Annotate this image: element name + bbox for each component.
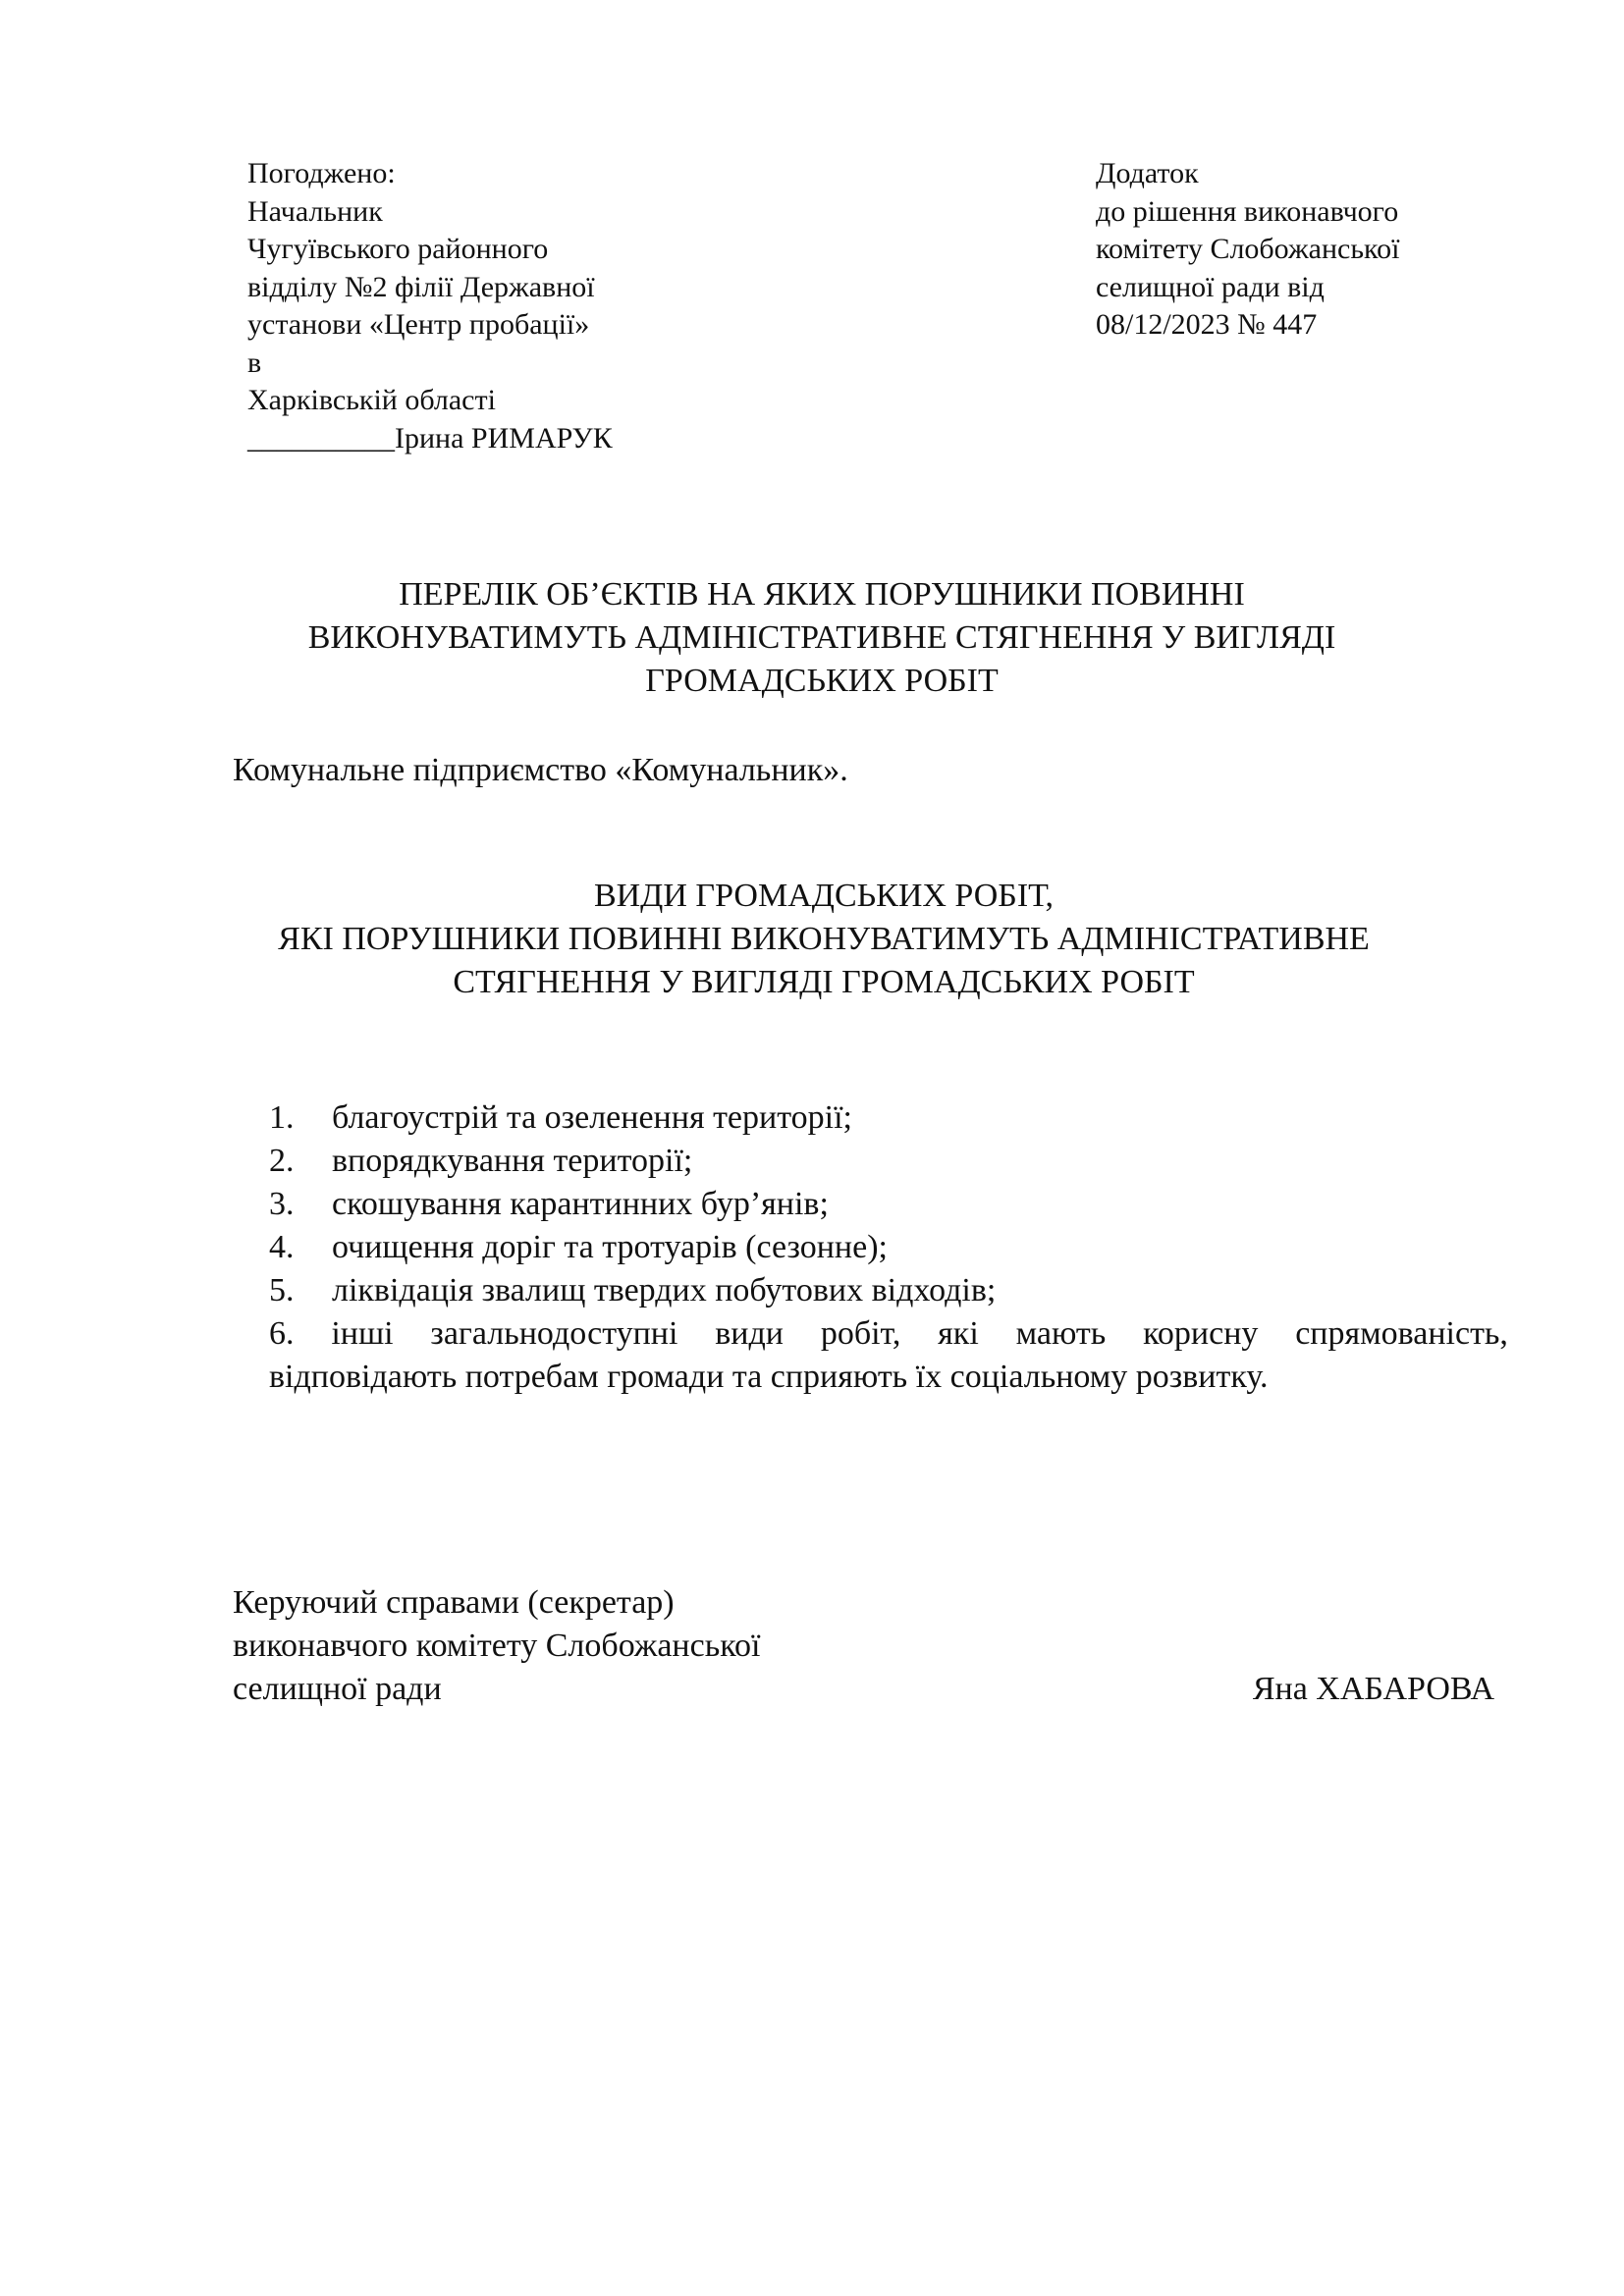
list-item-number: 2. [269,1143,295,1179]
list-item-number: 5. [269,1272,295,1308]
title-line: ВИДИ ГРОМАДСЬКИХ РОБІТ, [593,878,1055,914]
list-item [269,1269,1508,1312]
list-item-number: 4. [269,1229,295,1265]
list-item-second-line: відповідають потребам громади та сприяють їх соціальному розвитку. [269,1359,1269,1395]
approval-line: в [247,346,262,379]
title-line: ЯКІ ПОРУШНИКИ ПОВИННІ ВИКОНУВАТИМУТЬ АДМІНІСТРАТИВНЕ [278,921,1370,957]
approval-line: Начальник [247,194,383,228]
signatory-position-line: виконавчого комітету Слобожанської [233,1628,761,1664]
title-line: СТЯГНЕННЯ У ВИГЛЯДІ ГРОМАДСЬКИХ РОБІТ [453,964,1195,1000]
works-list [269,1096,1508,1399]
list-item-first-line [269,1312,1508,1356]
approval-block [247,155,613,457]
list-item-number: 3. [269,1186,295,1222]
signatory-name: Яна ХАБАРОВА [1252,1671,1494,1707]
list-item [269,1096,1508,1140]
list-item-word: види [715,1315,784,1352]
list-item [269,1140,1508,1183]
title-line: ВИКОНУВАТИМУТЬ АДМІНІСТРАТИВНЕ СТЯГНЕННЯ У ВИГЛЯДІ [307,619,1336,656]
appendix-line: Додаток [1096,157,1199,189]
list-item-word: мають [1015,1315,1107,1352]
list-item-number: 6. [269,1315,295,1352]
approval-signature-line: __________Ірина РИМАРУК [247,421,613,454]
approval-line: Харківській області [247,384,496,416]
list-item-text: скошування карантинних бур’янів; [332,1186,829,1222]
title-line: ГРОМАДСЬКИХ РОБІТ [645,663,999,699]
objects-list-title [10,573,1624,703]
appendix-line: до рішення виконавчого [1096,194,1399,228]
signature-block [233,1581,1494,1711]
appendix-decision-number: 08/12/2023 № 447 [1096,308,1318,341]
list-item-word: спрямованість, [1295,1315,1508,1352]
list-item-text: впорядкування території; [332,1143,693,1179]
approval-line: Чугуївського районного [247,233,549,265]
appendix-line: комітету Слобожанської [1096,233,1400,265]
list-item-word: корисну [1143,1315,1259,1352]
list-item-word: загальнодоступні [430,1315,678,1352]
appendix-block [1096,155,1399,345]
works-types-title [12,875,1624,1004]
title-line: ПЕРЕЛІК ОБ’ЄКТІВ НА ЯКИХ ПОРУШНИКИ ПОВИННІ [399,576,1245,613]
list-item-text: благоустрій та озеленення території; [332,1099,852,1136]
appendix-line: селищної ради від [1096,270,1325,303]
list-item-text: очищення доріг та тротуарів (сезонне); [332,1229,888,1265]
list-item-number: 1. [269,1099,295,1136]
signatory-position-line: Керуючий справами (секретар) [233,1584,675,1621]
approval-line: відділу №2 філії Державної [247,270,595,303]
signatory-position-line: селищної ради [233,1671,442,1707]
signature-row [233,1668,1494,1711]
list-item-word: інші [331,1315,394,1352]
approval-line: Погоджено: [247,157,396,189]
list-item-text: ліквідація звалищ твердих побутових відходів; [332,1272,997,1308]
list-item-word: робіт, [820,1315,901,1352]
list-item-word: які [938,1315,979,1352]
enterprise-name: Комунальне підприємство «Комунальник». [233,752,848,788]
approval-line: установи «Центр пробації» [247,308,590,341]
list-item [269,1312,1508,1399]
list-item [269,1226,1508,1269]
list-item [269,1183,1508,1226]
